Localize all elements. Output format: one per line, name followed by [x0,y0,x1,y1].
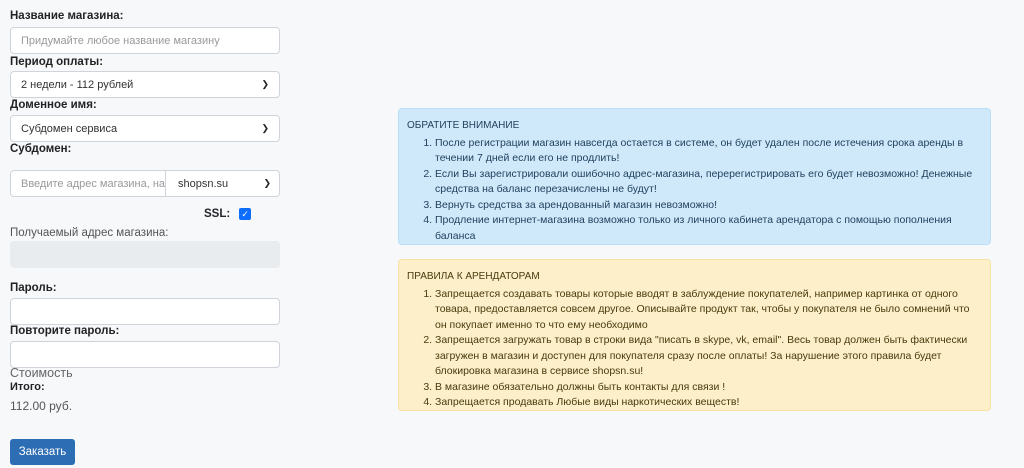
list-item: 1. После регистрации магазин навсегда остается в системе, он будет удален после истечения срока аренды в течении 7 дней если его не продлить! [435,136,982,167]
list-item: 2. Если Вы зарегистрировали ошибочно адрес-магазина, перерегистрировать его будет невозможно! Денежные средства на баланс перезачислены не будут! [435,167,982,198]
notice-alert [398,108,991,245]
cost-title: Стоимость [10,366,73,380]
repeat-password-input[interactable] [10,341,280,368]
store-name-input[interactable] [10,27,280,54]
rules-alert [398,259,991,411]
notice-title: ОБРАТИТЕ ВНИМАНИЕ [407,120,520,131]
subdomain-suffix-select[interactable] [166,170,280,197]
order-button[interactable]: Заказать [10,439,75,465]
password-label: Пароль: [10,282,57,294]
subdomain-placeholder: Введите адрес магазина, на [21,177,166,190]
repeat-password-label: Повторите пароль: [10,325,120,337]
subdomain-suffix-value: shopsn.su [178,177,229,190]
list-item: 3. Вернуть средства за арендованный магазин невозможно! [435,198,982,214]
period-select[interactable] [10,71,280,98]
list-item: 2. Запрещается загружать товар в строки вида "писать в skype, vk, email". Весь товар должен быть фактически загружен в магазин и доступен для покупателя сразу после оплаты! За нарушение этого правила будет блокировка магазина в сервисе shopsn.su! [435,333,982,380]
period-select-value: 2 недели - 112 рублей [21,78,134,91]
chevron-down-icon: ❯ [261,79,269,89]
address-output [10,241,280,268]
chevron-down-icon: ❯ [261,123,269,133]
ssl-label: SSL: [204,208,231,220]
store-name-label: Название магазина: [10,10,124,22]
subdomain-input[interactable] [10,170,166,197]
list-item: 4. Продление интернет-магазина возможно только из личного кабинета арендатора с помощью пополнения баланса [435,213,982,244]
domain-select-value: Субдомен сервиса [21,122,118,135]
address-label: Получаемый адрес магазина: [10,227,169,239]
domain-label: Доменное имя: [10,99,97,111]
ssl-checkbox[interactable]: ✓ [239,208,251,220]
list-item: 4. Запрещается продавать Любые виды наркотических веществ! [435,395,982,411]
rules-list [407,287,982,411]
password-input[interactable] [10,298,280,325]
rules-title: ПРАВИЛА К АРЕНДАТОРАМ [407,271,540,282]
store-name-placeholder: Придумайте любое название магазину [21,34,220,47]
domain-select[interactable] [10,115,280,142]
chevron-down-icon: ❯ [263,178,271,188]
total-label: Итого: [10,381,45,393]
period-label: Период оплаты: [10,56,104,68]
list-item: 3. В магазине обязательно должны быть контакты для связи ! [435,380,982,396]
subdomain-label: Субдомен: [10,143,72,155]
list-item: 1. Запрещается создавать товары которые вводят в заблуждение покупателей, например картинка от одного товара, предоставляется совсем другое. Описывайте продукт так, чтобы у покупателя не было сомнений что он покупает именно то что ему необходимо [435,287,982,334]
notice-list [407,136,982,245]
subdomain-group [10,170,280,197]
ssl-row [204,208,251,220]
total-value: 112.00 руб. [10,399,73,413]
